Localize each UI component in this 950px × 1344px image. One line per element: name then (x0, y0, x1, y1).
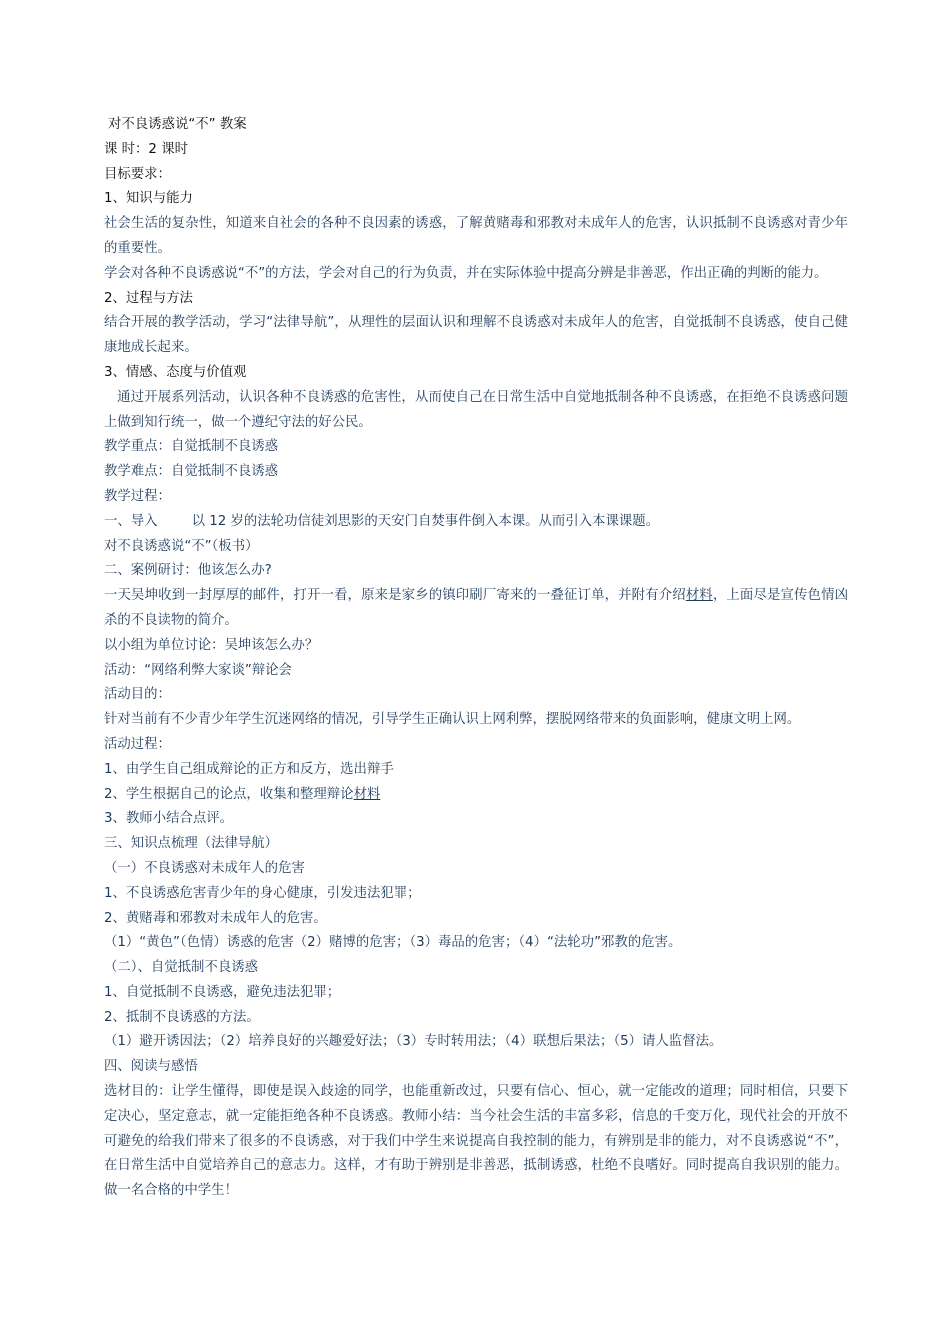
goal3-heading: 3、情感、态度与价值观 (104, 364, 247, 380)
case-heading: 二、案例研讨：他该怎么办? (104, 563, 272, 579)
activity-goal-text: 针对当前有不少青少年学生沉迷网络的情况，引导学生正确认识上网利弊，摆脱网络带来的负面影响，健康文明上网。 (104, 712, 801, 728)
intro-label: 一、导入 (104, 513, 158, 529)
key-point: 教学重点：自觉抵制不良诱惑 (104, 439, 279, 455)
activity-process-label: 活动过程： (104, 736, 171, 752)
goal3-paragraph (104, 386, 848, 436)
intro-line (104, 510, 848, 535)
sub2-item-1: 1、自觉抵制不良诱惑，避免违法犯罪； (104, 984, 341, 1000)
goal2-paragraph: 结合开展的教学活动，学习“法律导航”，从理性的层面认识和理解不良诱惑对未成年人的危害，自觉抵制不良诱惑，使自己健康地成长起来。 (104, 315, 848, 356)
goals-label: 目标要求： (104, 166, 171, 182)
goal3-paragraph-text: 通过开展系列活动，认识各种不良诱惑的危害性，从而使自己在日常生活中自觉地抵制各种不良诱惑，在拒绝不良诱惑问题上做到知行统一，做一个遵纪守法的好公民。 (104, 389, 848, 430)
sub2-heading: （二）、自觉抵制不良诱惑 (104, 960, 258, 976)
sub1-item-3: （1）“黄色”（色情）诱惑的危害（2）赌博的危害；（3）毒品的危害；（4）“法轮功”邪教的危害。 (104, 935, 682, 951)
process-label: 教学过程： (104, 488, 171, 504)
goal2-heading: 2、过程与方法 (104, 290, 193, 306)
activity-title: 活动：“网络利弊大家谈”辩论会 (104, 662, 292, 678)
doc-title: 对不良诱惑说“不” 教案 (108, 117, 247, 132)
board-note: 对不良诱惑说“不”（板书） (104, 538, 259, 554)
intro-text: 以 12 岁的法轮功信徒刘思影的天安门自焚事件倒入本课。从而引入本课课题。 (191, 513, 660, 529)
case-paragraph (104, 584, 848, 634)
goal1-heading: 1、知识与能力 (104, 191, 193, 207)
sub1-item-1: 1、不良诱惑危害青少年的身心健康，引发违法犯罪； (104, 885, 421, 901)
class-period: 课 时：2 课时 (104, 141, 188, 157)
activity-step-2-text: 2、学生根据自己的论点，收集和整理辩论 (104, 786, 354, 802)
activity-step-3: 3、教师小结合点评。 (104, 811, 234, 827)
sub2-item-3: （1）避开诱因法；（2）培养良好的兴趣爱好法；（3）专时转用法；（4）联想后果法；（5）请人监督法。 (104, 1034, 723, 1050)
document-page (104, 113, 848, 1204)
activity-step-2 (104, 783, 848, 808)
sub2-item-2: 2、抵制不良诱惑的方法。 (104, 1009, 260, 1025)
activity-step-1: 1、由学生自己组成辩论的正方和反方，选出辩手 (104, 761, 394, 777)
difficulty-point: 教学难点：自觉抵制不良诱惑 (104, 464, 279, 480)
case-text-b: ，上面尽是宣传色情凶杀的不良读物的简介。 (104, 588, 849, 628)
discussion-prompt: 以小组为单位讨论：吴坤该怎么办？ (104, 637, 319, 653)
material-link-2[interactable]: 材料 (353, 786, 381, 802)
case-text-a: 一天吴坤收到一封厚厚的邮件，打开一看，原来是家乡的镇印刷厂寄来的一叠征订单，并附有介绍 (104, 588, 686, 604)
goal1-paragraph-1: 社会生活的复杂性，知道来自社会的各种不良因素的诱惑，了解黄赌毒和邪教对未成年人的危害，认识抵制不良诱惑对青少年的重要性。 (104, 216, 848, 256)
material-link-1[interactable]: 材料 (685, 588, 713, 604)
section3-heading: 三、知识点梳理（法律导航） (104, 836, 279, 852)
sub1-heading: （一）不良诱惑对未成年人的危害 (104, 860, 305, 876)
activity-goal-label: 活动目的： (104, 687, 171, 703)
section4-heading: 四、阅读与感悟 (104, 1059, 198, 1075)
goal1-paragraph-2: 学会对各种不良诱惑说“不”的方法，学会对自己的行为负责，并在实际体验中提高分辨是非善恶，作出正确的判断的能力。 (104, 265, 828, 281)
section4-paragraph: 选材目的：让学生懂得，即使是误入歧途的同学，也能重新改过，只要有信心、恒心，就一定能改的道理；同时相信，只要下定决心，坚定意志，就一定能拒绝各种不良诱惑。教师小结：当今社会生活的丰富多彩，信息的千变万化，现代社会的开放不可避免的给我们带来了很多的不良诱惑，对于我们中学生来说提高自我控制的能力，有辨别是非的能力，对不良诱惑说“不”，在日常生活中自觉培养自己的意志力。这样，才有助于辨别是非善恶，抵制诱惑，杜绝不良嗜好。同时提高自我识别的能力。做一名合格的中学生！ (104, 1084, 848, 1199)
sub1-item-2: 2、黄赌毒和邪教对未成年人的危害。 (104, 910, 327, 926)
